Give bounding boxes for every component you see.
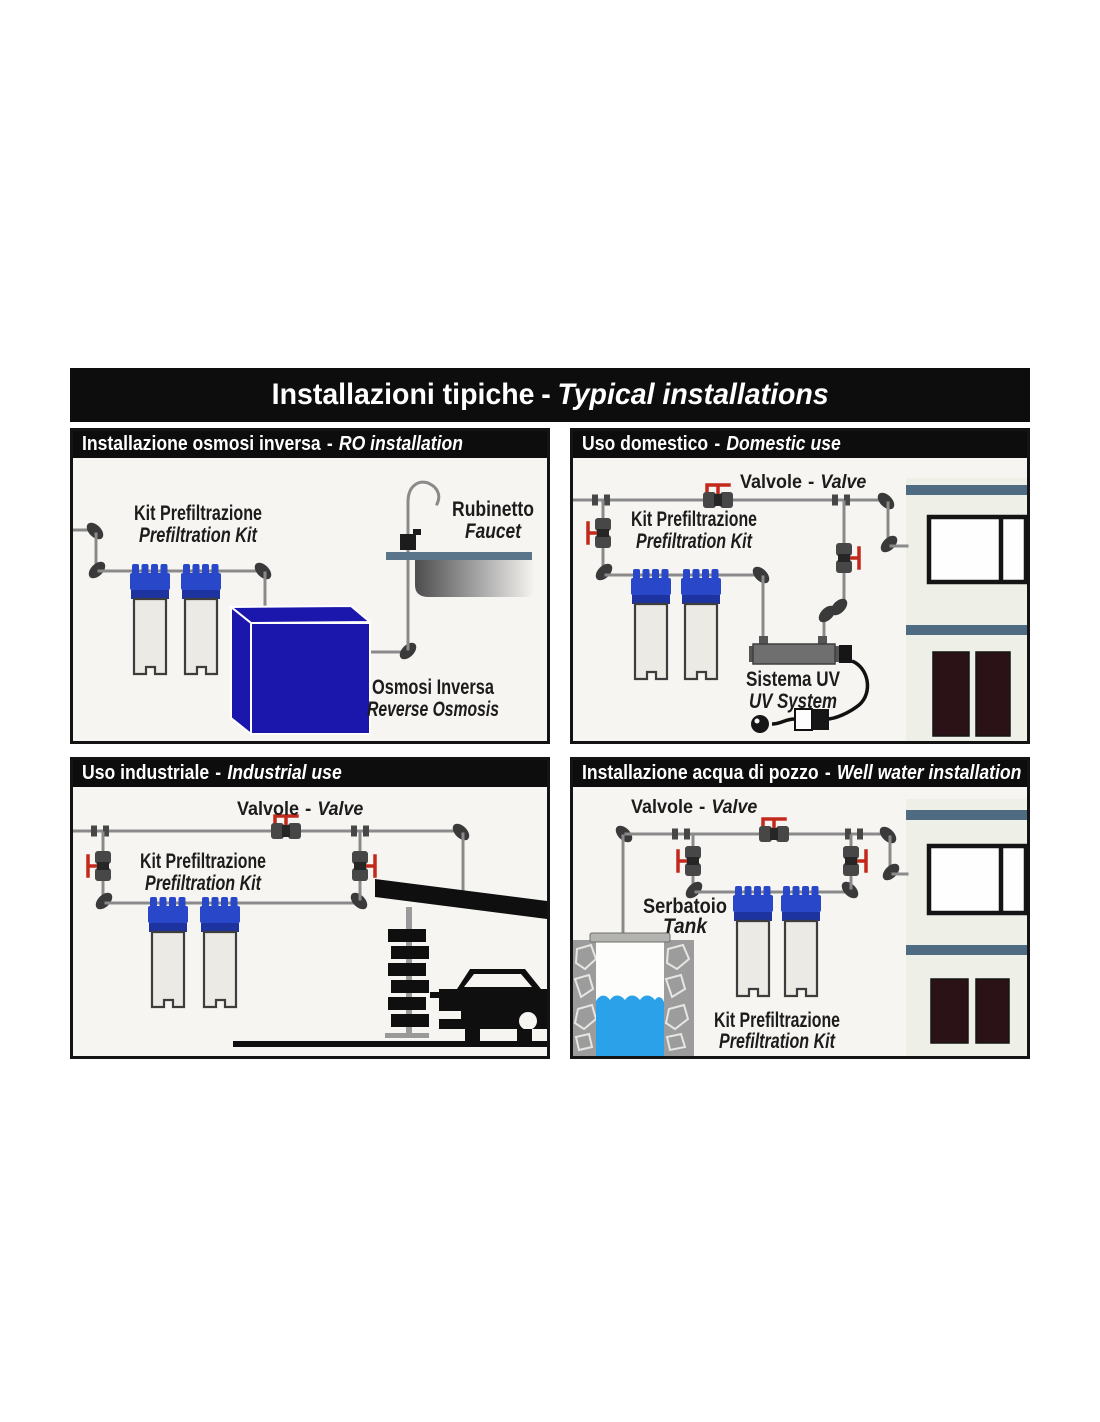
main-title-bar [70, 368, 1030, 422]
well-tank-icon [573, 933, 694, 1056]
filter-housing-icon [148, 897, 188, 1007]
panel-well-water [570, 757, 1030, 1059]
panel-domestic-title-english: Domestic use [726, 433, 841, 455]
house-facade-icon [906, 478, 1027, 741]
prefiltration-label-it: Kit Prefiltrazione [631, 508, 757, 531]
prefiltration-label-it: Kit Prefiltrazione [134, 502, 262, 525]
faucet-label-en: Faucet [465, 520, 522, 543]
panel-industrial-title-english: Industrial use [227, 762, 342, 784]
filter-housing-icon [631, 569, 671, 679]
title-separator: - [215, 762, 222, 784]
main-title-english: Typical installations [557, 378, 829, 411]
panel-industrial-use [70, 757, 550, 1059]
counter-icon [386, 552, 532, 560]
tank-label-it: Serbatoio [643, 895, 727, 918]
reverse-osmosis-cube-icon [231, 606, 370, 734]
panel-domestic-use [570, 428, 1030, 744]
filter-housing-icon [181, 564, 221, 674]
panel-domestic-title-italian: Uso domestico [582, 433, 709, 455]
uv-label-it: Sistema UV [746, 668, 840, 691]
panel-ro-title-english: RO installation [338, 433, 464, 455]
faucet-icon [400, 529, 421, 550]
tank-label-en: Tank [663, 915, 709, 938]
panel-ro-title-italian: Installazione osmosi inversa [82, 433, 321, 455]
main-valve-icon [759, 819, 789, 842]
main-title-text [271, 378, 828, 412]
valve-label: Valvole - Valve [631, 797, 758, 818]
house-facade-icon [906, 799, 1027, 1056]
car-icon [430, 969, 547, 1041]
sink-icon [415, 560, 535, 597]
domestic-scene [573, 458, 1027, 741]
panel-ro-header [73, 431, 547, 458]
valve-label: Valvole - Valve [237, 799, 364, 820]
panel-industrial-title-italian: Uso industriale [82, 762, 210, 784]
prefiltration-label-en: Prefiltration Kit [719, 1030, 836, 1053]
brochure-sheet [70, 368, 1030, 1059]
ro-scene [73, 458, 547, 741]
prefiltration-label-en: Prefiltration Kit [636, 530, 753, 553]
osmosis-label-en: Reverse Osmosis [367, 698, 499, 721]
filter-housing-icon [130, 564, 170, 674]
title-separator: - [326, 433, 333, 455]
panel-industrial-header [73, 760, 547, 787]
faucet-label-it: Rubinetto [452, 498, 534, 521]
prefiltration-label-it: Kit Prefiltrazione [714, 1009, 840, 1032]
osmosis-label-it: Osmosi Inversa [372, 676, 495, 699]
prefiltration-label-it: Kit Prefiltrazione [140, 850, 266, 873]
well-scene [573, 787, 1027, 1056]
uv-label-en: UV System [749, 690, 837, 713]
main-title-italian: Installazioni tipiche [271, 378, 535, 411]
prefiltration-label-en: Prefiltration Kit [139, 524, 258, 547]
branch-valve-icon [843, 846, 866, 876]
title-separator: - [824, 762, 831, 784]
branch-valve-icon [678, 846, 701, 876]
valve-label: Valvole - Valve [740, 472, 867, 493]
filter-housing-icon [781, 886, 821, 996]
filter-housing-icon [681, 569, 721, 679]
filter-housing-icon [200, 897, 240, 1007]
branch-valve-icon [88, 851, 111, 881]
main-valve-icon [703, 485, 733, 508]
branch-valve-icon [352, 851, 375, 881]
branch-valve-icon [836, 543, 859, 573]
industrial-scene [73, 787, 547, 1056]
panels-grid [70, 428, 1030, 1059]
panel-domestic-header [573, 431, 1027, 458]
title-separator: - [714, 433, 721, 455]
branch-valve-icon [588, 518, 611, 548]
title-separator: - [541, 378, 551, 411]
filter-housing-icon [733, 886, 773, 996]
prefiltration-label-en: Prefiltration Kit [145, 872, 262, 895]
panel-well-header [573, 760, 1027, 787]
panel-well-title-italian: Installazione acqua di pozzo [582, 762, 819, 784]
panel-ro-installation [70, 428, 550, 744]
panel-well-title-english: Well water installation [836, 762, 1022, 784]
